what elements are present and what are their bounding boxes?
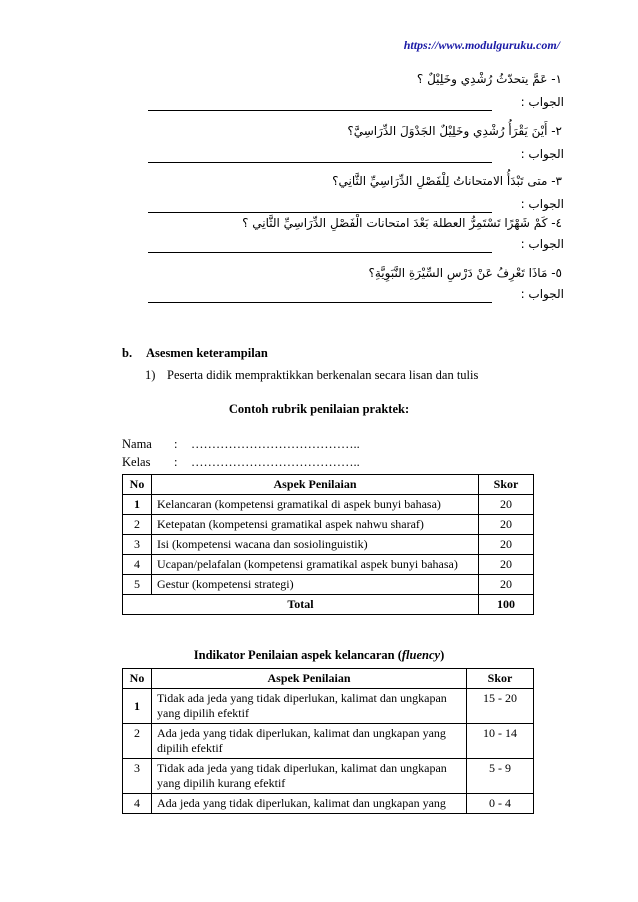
row-skor: 0 - 4 [467, 794, 534, 814]
answer-line-2[interactable] [148, 162, 492, 163]
row-no: 4 [123, 555, 152, 575]
question-2: ٢- أَيْنَ يَقْرَأُ رُشْدِي وخَلِيْلٌ الجَدْوَلَ الدِّرَاسِيَّ؟ [347, 124, 562, 138]
row-aspek: Ada jeda yang tidak diperlukan, kalimat dan ungkapan yang dipilih efektif [152, 724, 467, 759]
indicator-title-italic: fluency [401, 648, 441, 662]
indicator-table [122, 668, 534, 814]
row-aspek: Isi (kompetensi wacana dan sosiolinguistik) [152, 535, 479, 555]
row-no: 4 [123, 794, 152, 814]
item-number: 1) [145, 368, 156, 382]
nama-value[interactable]: ………………………………….. [191, 437, 360, 451]
row-aspek: Ada jeda yang tidak diperlukan, kalimat dan ungkapan yang [152, 794, 467, 814]
row-skor: 10 - 14 [467, 724, 534, 759]
table-row [123, 555, 534, 575]
header-skor: Skor [479, 475, 534, 495]
row-aspek: Tidak ada jeda yang tidak diperlukan, kalimat dan ungkapan yang dipilih efektif [152, 689, 467, 724]
kelas-value[interactable]: ………………………………….. [191, 455, 360, 469]
table-row [123, 535, 534, 555]
header-aspek: Aspek Penilaian [152, 669, 467, 689]
answer-row-4 [148, 237, 564, 254]
row-skor: 20 [479, 575, 534, 595]
row-no: 1 [123, 689, 152, 724]
total-label: Total [123, 595, 479, 615]
row-no: 1 [123, 495, 152, 515]
question-4: ٤- كَمْ شَهْرًا تَسْتَمِرُّ العطلة بَعْدَ امتحانات الْفَصْلِ الدِّرَاسِيِّ الثَّانِي ؟ [242, 216, 562, 230]
row-no: 3 [123, 759, 152, 794]
section-b-heading [122, 346, 268, 361]
answer-line-4[interactable] [148, 252, 492, 253]
indicator-title [0, 648, 638, 663]
section-b-title: Asesmen keterampilan [146, 346, 268, 360]
row-no: 2 [123, 724, 152, 759]
row-skor: 15 - 20 [467, 689, 534, 724]
row-skor: 20 [479, 495, 534, 515]
table-row [123, 794, 534, 814]
answer-label-4: الجواب : [520, 237, 564, 251]
answer-line-5[interactable] [148, 302, 492, 303]
row-aspek: Ucapan/pelafalan (kompetensi gramatikal aspek bunyi bahasa) [152, 555, 479, 575]
table-header-row [123, 475, 534, 495]
row-skor: 20 [479, 515, 534, 535]
nama-field [122, 437, 360, 452]
answer-line-1[interactable] [148, 110, 492, 111]
kelas-field [122, 455, 360, 470]
row-aspek: Kelancaran (kompetensi gramatikal di aspek bunyi bahasa) [152, 495, 479, 515]
kelas-colon: : [174, 455, 178, 469]
kelas-label: Kelas [122, 455, 151, 469]
question-3: ٣- متى تَبْدَأُ الامتحاناتُ لِلْفَصْلِ الدِّرَاسِيِّ الثَّانِي؟ [332, 174, 562, 188]
answer-row-5 [148, 287, 564, 304]
answer-label-5: الجواب : [520, 287, 564, 301]
table-row [123, 575, 534, 595]
indicator-title-suffix: ) [440, 648, 445, 662]
row-skor: 5 - 9 [467, 759, 534, 794]
section-b-letter: b. [122, 346, 133, 360]
table-row [123, 689, 534, 724]
table-row [123, 495, 534, 515]
answer-row-3 [148, 197, 564, 214]
table-row [123, 515, 534, 535]
answer-label-1: الجواب : [520, 95, 564, 109]
header-no: No [123, 475, 152, 495]
table-header-row [123, 669, 534, 689]
nama-colon: : [174, 437, 178, 451]
row-skor: 20 [479, 535, 534, 555]
row-skor: 20 [479, 555, 534, 575]
answer-label-3: الجواب : [520, 197, 564, 211]
rubric-table [122, 474, 534, 615]
row-aspek: Ketepatan (kompetensi gramatikal aspek nahwu sharaf) [152, 515, 479, 535]
row-no: 3 [123, 535, 152, 555]
row-aspek: Gestur (kompetensi strategi) [152, 575, 479, 595]
section-b-item-1 [145, 368, 478, 383]
table-total-row [123, 595, 534, 615]
nama-label: Nama [122, 437, 152, 451]
table-row [123, 759, 534, 794]
answer-row-2 [148, 147, 564, 164]
header-skor: Skor [467, 669, 534, 689]
header-url-link[interactable]: https://www.modulguruku.com/ [403, 38, 560, 52]
row-aspek: Tidak ada jeda yang tidak diperlukan, kalimat dan ungkapan yang dipilih kurang efektif [152, 759, 467, 794]
row-no: 2 [123, 515, 152, 535]
header-aspek: Aspek Penilaian [152, 475, 479, 495]
question-1: ١- عَمَّ يتحدّثُ رُشْدِي وخَلِيْلٌ ؟ [416, 72, 562, 86]
table-row [123, 724, 534, 759]
item-text: Peserta didik mempraktikkan berkenalan secara lisan dan tulis [167, 368, 479, 382]
indicator-title-prefix: Indikator Penilaian aspek kelancaran ( [193, 648, 402, 662]
row-no: 5 [123, 575, 152, 595]
rubric-title: Contoh rubrik penilaian praktek: [228, 402, 410, 416]
total-value: 100 [479, 595, 534, 615]
answer-label-2: الجواب : [520, 147, 564, 161]
question-5: ٥- مَاذَا تَعْرِفُ عَنْ دَرْسِ السِّيْرَةِ النَّبَوِيَّةِ؟ [368, 266, 562, 280]
answer-line-3[interactable] [148, 212, 492, 213]
header-no: No [123, 669, 152, 689]
answer-row-1 [148, 95, 564, 112]
